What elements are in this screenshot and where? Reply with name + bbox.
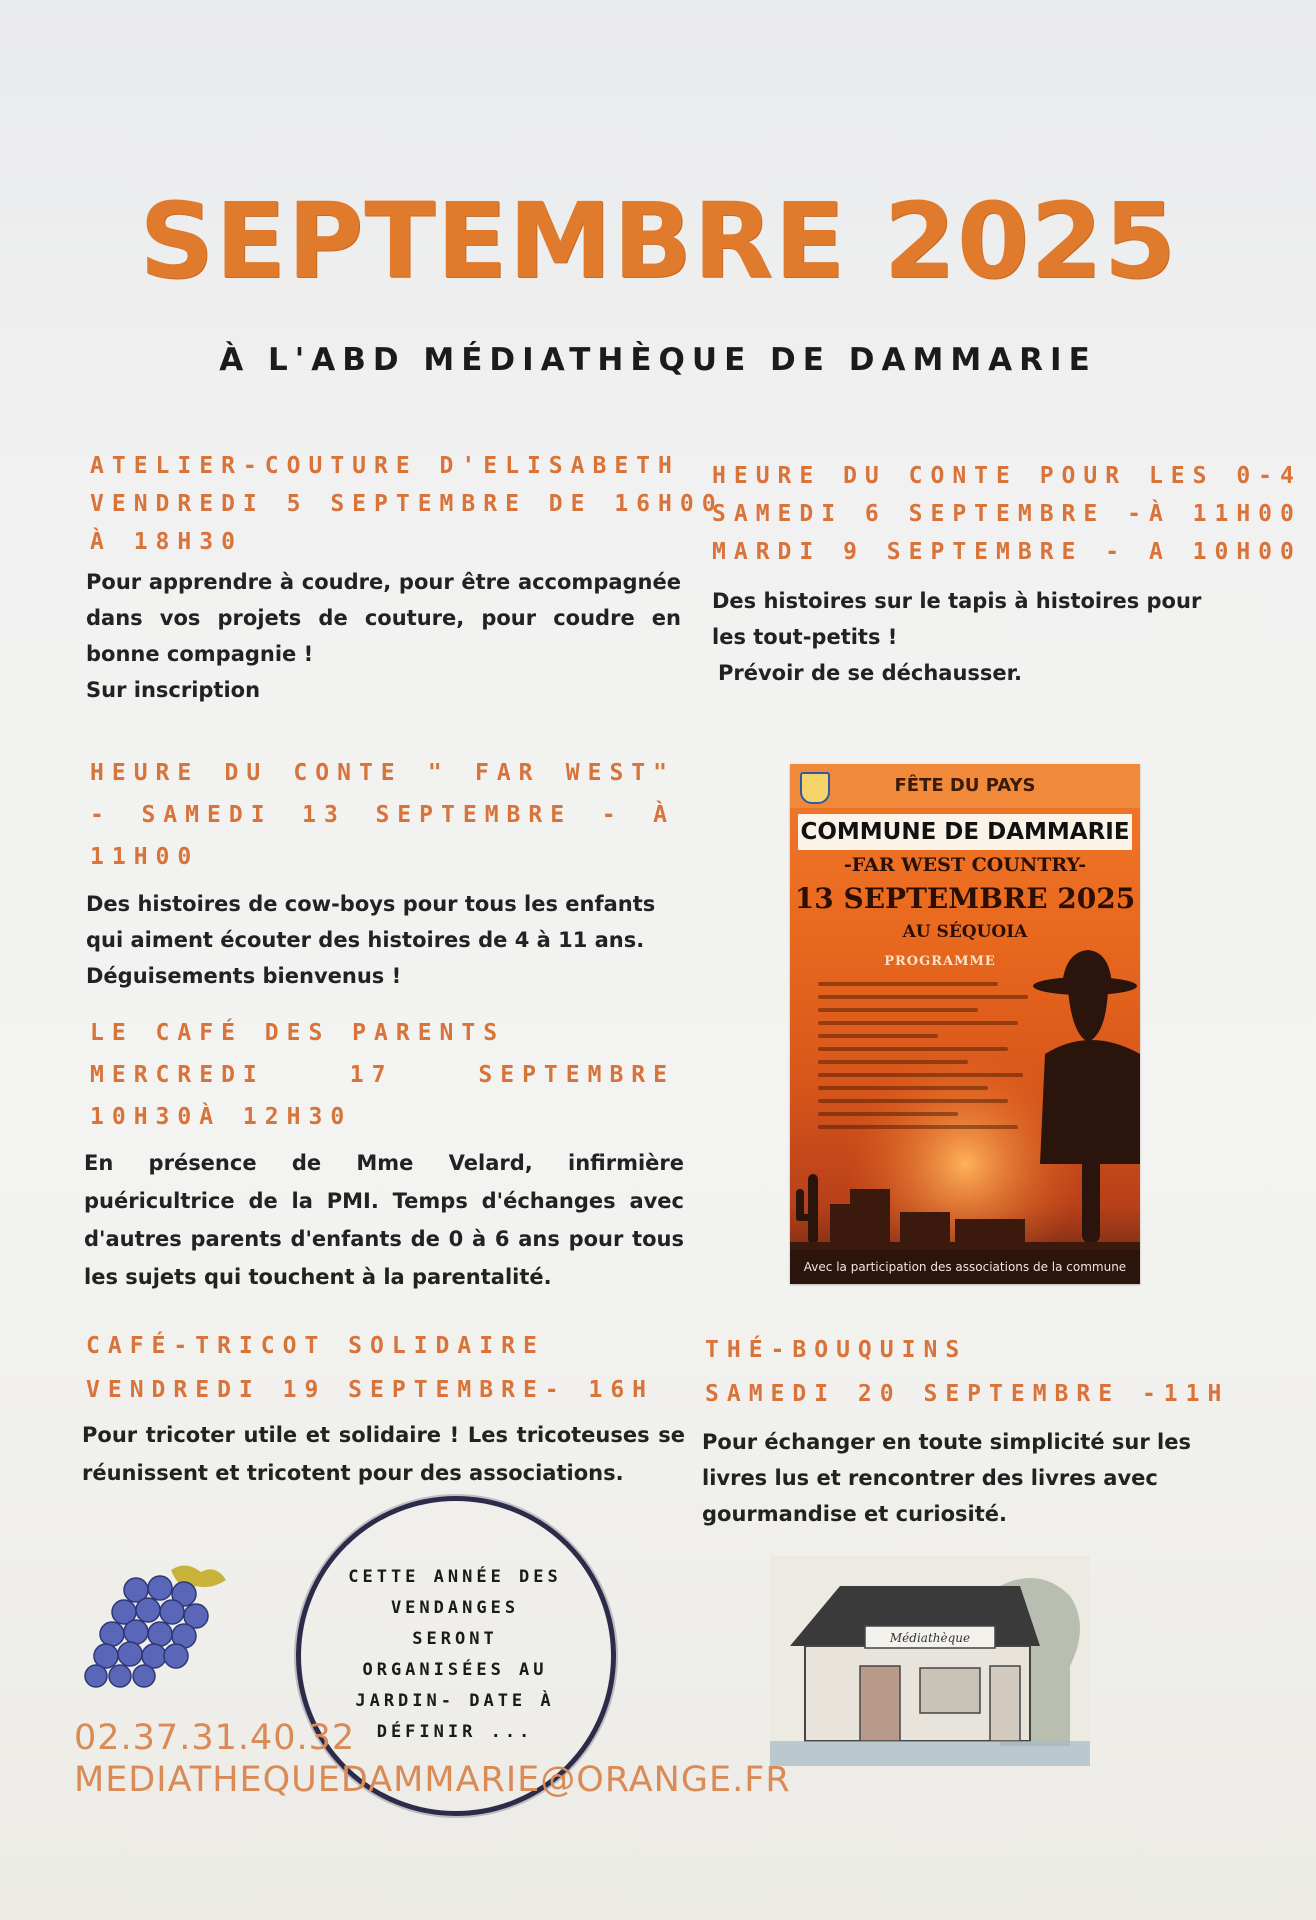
grapes-icon xyxy=(76,1560,236,1700)
tricot-date: VENDREDI 19 SEPTEMBRE- 16H xyxy=(86,1377,655,1403)
conte-farwest-note: Déguisements bienvenus ! xyxy=(86,964,402,988)
poster-place: AU SÉQUOIA xyxy=(902,922,1028,942)
atelier-text: Pour apprendre à coudre, pour être accompagnée dans vos projets de couture, pour coudre en bonne compagnie ! xyxy=(86,570,681,666)
atelier-time: À 18H30 xyxy=(90,529,243,555)
the-bouquins-text: Pour échanger en toute simplicité sur les livres lus et rencontrer des livres avec gourmandise et curiosité. xyxy=(702,1430,1191,1526)
page-title: SEPTEMBRE 2025 xyxy=(139,180,1177,302)
atelier-note: Sur inscription xyxy=(86,678,261,702)
stamp-line: ORGANISÉES AU xyxy=(362,1660,548,1680)
cafe-parents-title: LE CAFÉ DES PARENTS xyxy=(90,1020,506,1046)
tricot-text: Pour tricoter utile et solidaire ! Les tricoteuses se réunissent et tricotent pour des associations. xyxy=(82,1423,685,1485)
conte-farwest-description xyxy=(86,886,696,994)
conte-small-date-2: MARDI 9 SEPTEMBRE - A 10H00 xyxy=(712,539,1302,565)
conte-small-text: Des histoires sur le tapis à histoires pour les tout-petits ! xyxy=(712,589,1202,649)
conte-farwest-heading xyxy=(90,752,675,878)
cafe-parents-date: MERCREDI 17 SEPTEMBRE xyxy=(90,1062,675,1088)
conte-small-note: Prévoir de se déchausser. xyxy=(718,661,1022,685)
poster-commune: COMMUNE DE DAMMARIE xyxy=(798,814,1132,850)
poster-footer: Avec la participation des associations de la commune xyxy=(790,1250,1140,1284)
stamp-line: JARDIN- DATE À xyxy=(355,1691,555,1711)
conte-farwest-time: 11H00 xyxy=(90,844,200,870)
conte-farwest-text: Des histoires de cow-boys pour tous les enfants qui aiment écouter des histoires de 4 à 11 ans. xyxy=(86,892,656,952)
cafe-parents-time: 10H30À 12H30 xyxy=(90,1104,353,1130)
mediatheque-building-icon xyxy=(770,1556,1090,1766)
cafe-parents-heading xyxy=(90,1012,675,1138)
atelier-title: ATELIER-COUTURE D'ELISABETH xyxy=(90,453,680,479)
the-bouquins-date: SAMEDI 20 SEPTEMBRE -11H xyxy=(705,1381,1230,1407)
conte-small-description xyxy=(712,583,1232,691)
conte-small-date-1: SAMEDI 6 SEPTEMBRE -À 11H00 xyxy=(712,501,1302,527)
atelier-description xyxy=(86,564,681,708)
the-bouquins-title: THÉ-BOUQUINS xyxy=(705,1337,968,1363)
stamp-line: SERONT xyxy=(412,1629,498,1649)
stamp-line: VENDANGES xyxy=(390,1598,520,1618)
crest-icon xyxy=(800,772,830,804)
poster-header: FÊTE DU PAYS xyxy=(790,764,1140,808)
contact-phone: 02.37.31.40.32 xyxy=(74,1718,356,1758)
the-bouquins-description xyxy=(702,1424,1242,1532)
page-subtitle: À L'ABD MÉDIATHÈQUE DE DAMMARIE xyxy=(219,342,1097,378)
mediatheque-sign: Médiathèque xyxy=(889,1631,971,1645)
conte-small-title: HEURE DU CONTE POUR LES 0-4 xyxy=(712,463,1302,489)
cafe-parents-description xyxy=(84,1144,684,1296)
tricot-title: CAFÉ-TRICOT SOLIDAIRE xyxy=(86,1333,545,1359)
poster-theme: -FAR WEST COUNTRY- xyxy=(843,854,1087,876)
tricot-description xyxy=(82,1416,685,1492)
cafe-parents-text: En présence de Mme Velard, infirmière puéricultrice de la PMI. Temps d'échanges avec d'autres parents d'enfants de 0 à 6 ans pour tous les sujets qui touchent à la parentalité. xyxy=(84,1151,684,1289)
conte-small-heading xyxy=(712,457,1302,571)
stamp-line: DÉFINIR ... xyxy=(376,1722,534,1742)
poster-programme-list xyxy=(818,982,1038,1138)
contact-email: MEDIATHEQUEDAMMARIE@ORANGE.FR xyxy=(74,1760,791,1800)
conte-farwest-title: HEURE DU CONTE " FAR WEST" xyxy=(90,760,675,786)
fete-du-pays-poster xyxy=(790,764,1140,1284)
stamp-line: CETTE ANNÉE DES xyxy=(348,1567,562,1587)
tricot-heading xyxy=(86,1324,686,1412)
the-bouquins-heading xyxy=(705,1328,1265,1416)
atelier-heading xyxy=(90,447,724,561)
conte-farwest-date: - SAMEDI 13 SEPTEMBRE - À xyxy=(90,802,675,828)
poster-programme: PROGRAMME xyxy=(884,954,996,969)
poster-date: 13 SEPTEMBRE 2025 xyxy=(794,882,1136,915)
atelier-date: VENDREDI 5 SEPTEMBRE DE 16H00 xyxy=(90,491,724,517)
vendanges-stamp-text xyxy=(320,1562,590,1748)
